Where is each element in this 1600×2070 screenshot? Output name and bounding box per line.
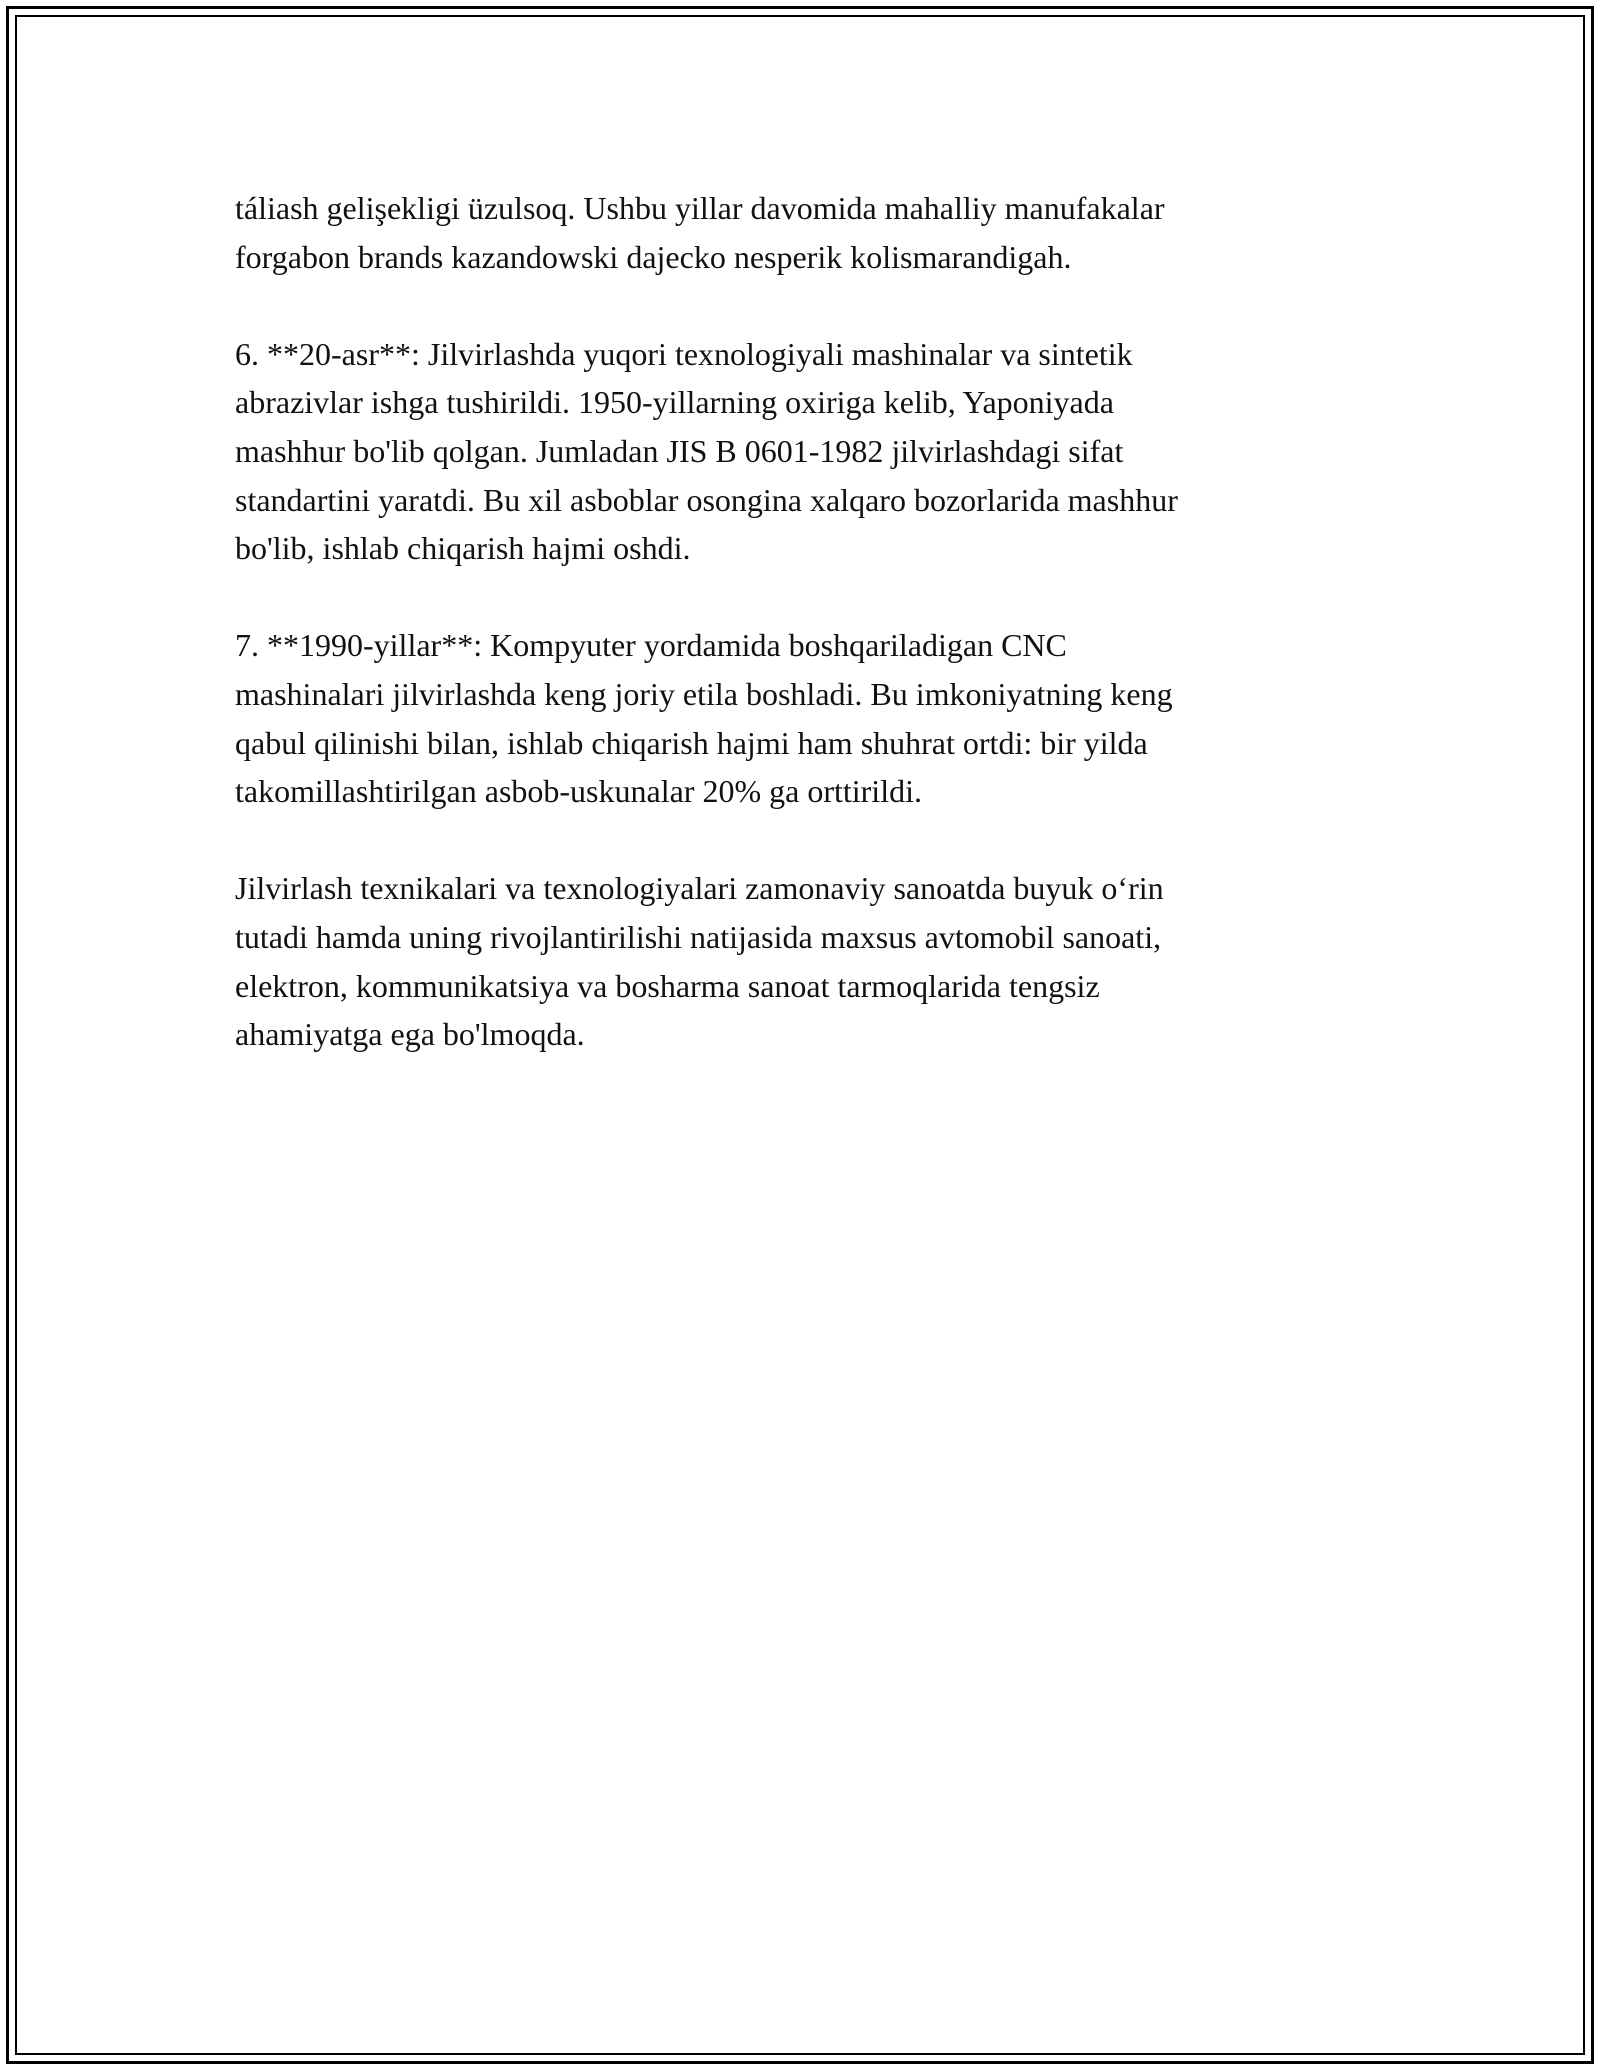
document-body [235, 184, 1365, 1059]
paragraph-20th-century: 6. **20-asr**: Jilvirlashda yuqori texnologiyali mashinalar va sintetik abrazivlar ishga tushirildi. 1950-yillarning oxiriga kelib, Yaponiyada mashhur bo'lib qolgan. Jumladan JIS B 0601-1982 jilvirlashdagi sifat standartini yaratdi. Bu xil asboblar osongina xalqaro bozorlarida mashhur bo'lib, ishlab chiqarish hajmi oshdi. [235, 335, 1178, 567]
paragraph-1990s: 7. **1990-yillar**: Kompyuter yordamida boshqariladigan CNC mashinalari jilvirlashda keng joriy etila boshladi. Bu imkoniyatning keng qabul qilinishi bilan, ishlab chiqarish hajmi ham shuhrat ortdi: bir yilda takomillashtirilgan asbob-uskunalar 20% ga orttirildi. [235, 627, 1173, 810]
paragraph-conclusion: Jilvirlash texnikalari va texnologiyalari zamonaviy sanoatda buyuk o‘rin tutadi hamda uning rivojlantirilishi natijasida maxsus avtomobil sanoati, elektron, kommunikatsiya va bosharma sanoat tarmoqlarida tengsiz ahamiyatga ega bo'lmoqda. [235, 870, 1164, 1053]
paragraph-intro-continuation: táliash gelişekligi üzulsoq. Ushbu yillar davomida mahalliy manufakalar forgabon brands kazandowski dajecko nesperik kolismarandigah. [235, 190, 1165, 275]
